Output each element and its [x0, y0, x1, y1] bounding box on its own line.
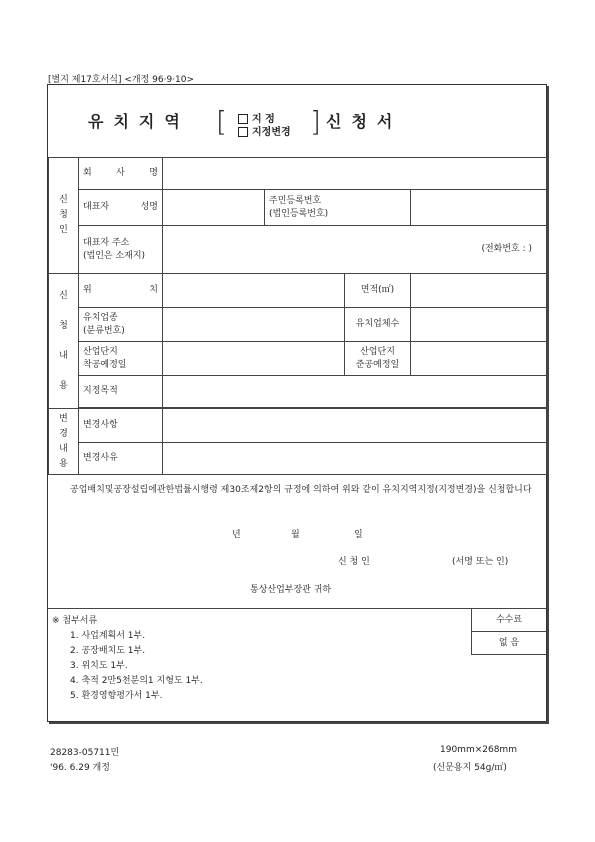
- section-applicant: 신청인: [49, 158, 79, 274]
- change-item-input[interactable]: [163, 409, 547, 443]
- rep-name-input[interactable]: [163, 190, 265, 226]
- label-rep-name: 대표자 성명: [79, 190, 163, 226]
- label-area: 면적(㎡): [345, 274, 411, 308]
- list-item: 3. 위치도 1부.: [70, 661, 128, 671]
- area-input[interactable]: [411, 274, 547, 308]
- attachments-title: ※ 첨부서류: [52, 616, 98, 626]
- month-label: 월: [291, 530, 300, 540]
- checkbox-icon[interactable]: [238, 127, 248, 137]
- purpose-input[interactable]: [163, 376, 547, 408]
- declaration-block: [48, 479, 546, 609]
- label-location: 위 치: [79, 274, 163, 308]
- signature-label[interactable]: (서명 또는 인): [452, 557, 509, 567]
- label-purpose: 지정목적: [79, 376, 163, 408]
- applicant-label: 신 청 인: [338, 557, 370, 567]
- form-frame: [47, 84, 547, 722]
- fee-value: 없 음: [472, 632, 546, 655]
- fee-label: 수수료: [472, 609, 546, 632]
- label-industry: 유치업종 (분류번호): [79, 308, 163, 342]
- section-content: 신청내용: [49, 274, 79, 409]
- label-reg-no: 주민등록번호 (법인등록번호): [265, 190, 411, 226]
- label-change-reason: 변경사유: [79, 443, 163, 475]
- start-date-input[interactable]: [163, 342, 345, 376]
- option-designate[interactable]: 지 정: [238, 110, 275, 125]
- company-count-input[interactable]: [411, 308, 547, 342]
- footer-code: 28283-05711민: [50, 748, 120, 758]
- reg-no-input[interactable]: [411, 190, 547, 226]
- title-left: 유치지역: [88, 112, 190, 131]
- form-number: [별지 제17호서식] <개정 96·9·10>: [48, 75, 195, 85]
- attachments-list: [70, 629, 203, 704]
- section-change: 변경내용: [49, 409, 79, 475]
- change-reason-input[interactable]: [163, 443, 547, 475]
- year-label: 년: [232, 530, 241, 540]
- footer-revised: '96. 6.29 개정: [50, 763, 110, 773]
- list-item: 4. 축적 2만5천분의1 지형도 1부.: [70, 676, 203, 686]
- label-company-count: 유치업체수: [345, 308, 411, 342]
- option-change[interactable]: 지정변경: [238, 123, 291, 138]
- label-change-item: 변경사항: [79, 409, 163, 443]
- declaration-text: 공업배치및공장설립에관한법률시행령 제30조제2항의 규정에 의하여 위와 같이 유치지역지정(지정변경)을 신청합니다: [70, 485, 532, 495]
- footer-size: 190mm×268mm: [440, 745, 517, 755]
- label-company: 회 사 명: [79, 158, 163, 190]
- label-finish-date: 산업단지 준공예정일: [345, 342, 411, 376]
- close-bracket: ]: [310, 105, 321, 138]
- footer-paper: (신문용지 54g/㎡): [433, 763, 507, 773]
- title-row: [48, 85, 546, 157]
- list-item: 1. 사업계획서 1부.: [70, 631, 146, 641]
- industry-input[interactable]: [163, 308, 345, 342]
- fee-box: [471, 609, 546, 655]
- location-input[interactable]: [163, 274, 345, 308]
- attachments-block: [48, 609, 546, 721]
- company-input[interactable]: [163, 158, 547, 190]
- finish-date-input[interactable]: [411, 342, 547, 376]
- phone-field[interactable]: (전화번호 : ): [163, 226, 547, 274]
- label-start-date: 산업단지 착공예정일: [79, 342, 163, 376]
- addressee: 통상산업부장관 귀하: [250, 585, 332, 595]
- title-right: 신청서: [326, 112, 403, 131]
- list-item: 5. 환경영향평가서 1부.: [70, 691, 163, 701]
- day-label: 일: [354, 530, 363, 540]
- list-item: 2. 공장배치도 1부.: [70, 646, 146, 656]
- open-bracket: [: [216, 105, 227, 138]
- label-rep-addr: 대표자 주소 (법인은 소재지): [79, 226, 163, 274]
- application-table: [48, 157, 547, 475]
